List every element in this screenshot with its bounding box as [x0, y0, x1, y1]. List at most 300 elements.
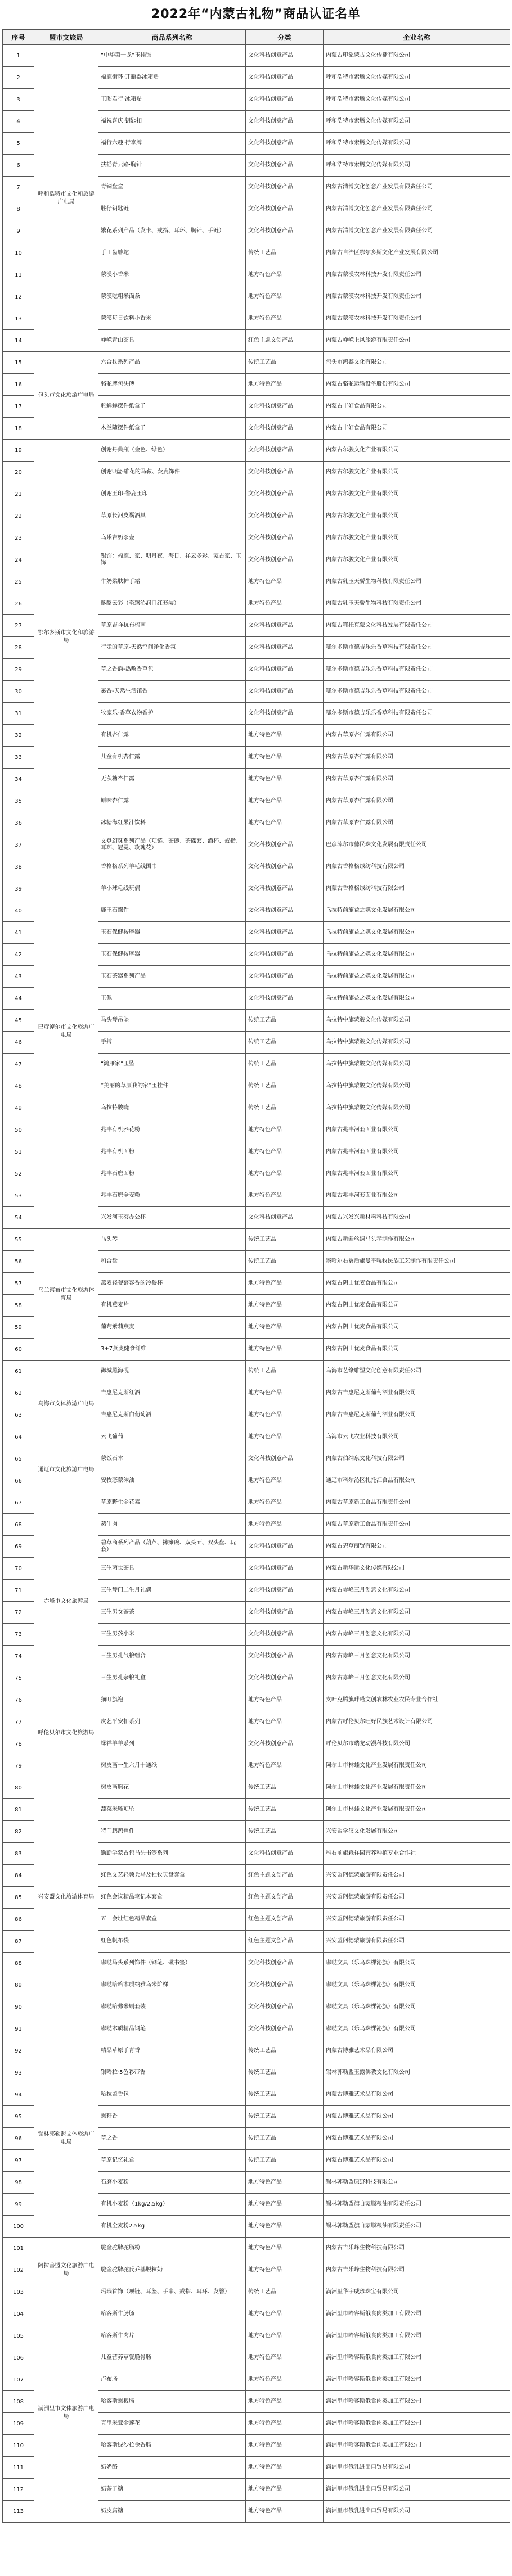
category: 传统工艺品 — [246, 1032, 324, 1054]
company-name: 鄂尔多斯市德吉乐乐香草科技有限责任公司 — [324, 703, 510, 725]
row-number: 86 — [3, 1909, 34, 1931]
row-number: 12 — [3, 286, 34, 308]
company-name: 呼和浩特市索腾文化传媒有限公司 — [324, 89, 510, 111]
company-name: 内蒙古兆丰河套面业有限公司 — [324, 1119, 510, 1141]
company-name: 嘟哒文具（乐乌珠棵沁旗）有限公司 — [324, 2018, 510, 2040]
row-number: 61 — [3, 1361, 34, 1382]
company-name: 满洲里市哈客斯俄食肉类加工有限公司 — [324, 2325, 510, 2347]
product-name: 兴发河玉葵办公杯 — [98, 1207, 246, 1229]
company-name: 支叶克腾旗畔嗒文创农林牧业农民专业合作社 — [324, 1689, 510, 1711]
category: 传统工艺品 — [246, 1229, 324, 1251]
company-name: 内蒙古博雅艺术品有限公司 — [324, 2040, 510, 2062]
product-name: 马头琴 — [98, 1229, 246, 1251]
row-number: 62 — [3, 1382, 34, 1404]
category: 文化科技创意产品 — [246, 2018, 324, 2040]
row-number: 8 — [3, 198, 34, 220]
company-name: 嘟哒文具（乐乌珠棵沁旗）有限公司 — [324, 1996, 510, 2018]
row-number: 70 — [3, 1558, 34, 1580]
product-name: 碧草商系列产品（葫芦、摔瘫碗、双头面、双头盘、玩套） — [98, 1536, 246, 1558]
company-name: 满洲里市俄乳进出口贸易有限公司 — [324, 2457, 510, 2479]
row-number: 53 — [3, 1185, 34, 1207]
category: 地方特色产品 — [246, 1295, 324, 1317]
category: 文化科技创意产品 — [246, 1624, 324, 1646]
region-cell: 乌兰察布市文化旅游体育局 — [34, 1229, 98, 1361]
category: 红色主题文创产品 — [246, 330, 324, 352]
product-name: 有机全麦粉2.5kg — [98, 2216, 246, 2238]
product-name: 绿祥羊羊系列 — [98, 1733, 246, 1755]
product-name: 哈客斯牛肉片 — [98, 2325, 246, 2347]
row-number: 95 — [3, 2106, 34, 2128]
category: 文化科技创意产品 — [246, 45, 324, 67]
row-number: 83 — [3, 1843, 34, 1865]
category: 文化科技创意产品 — [246, 878, 324, 900]
row-number: 44 — [3, 988, 34, 1010]
company-name: 内蒙古赤峰三月创意文化有限公司 — [324, 1580, 510, 1602]
category: 文化科技创意产品 — [246, 440, 324, 462]
category: 文化科技创意产品 — [246, 988, 324, 1010]
row-number: 49 — [3, 1097, 34, 1119]
product-name: 牛奶柔肤护手霜 — [98, 571, 246, 593]
category: 地方特色产品 — [246, 2435, 324, 2457]
category: 传统工艺品 — [246, 1361, 324, 1382]
company-name: 呼和浩特市索腾文化传媒有限公司 — [324, 155, 510, 177]
row-number: 42 — [3, 944, 34, 966]
product-name: 草原记忆礼盒 — [98, 2150, 246, 2172]
company-name: 内蒙古赤峰三月创意文化有限公司 — [324, 1646, 510, 1667]
row-number: 46 — [3, 1032, 34, 1054]
category: 传统工艺品 — [246, 1054, 324, 1075]
category: 地方特色产品 — [246, 1339, 324, 1361]
product-name: 哈客斯熏板肠 — [98, 2391, 246, 2413]
region-cell: 赤峰市文化旅游局 — [34, 1492, 98, 1711]
category: 传统工艺品 — [246, 2150, 324, 2172]
row-number: 97 — [3, 2150, 34, 2172]
category: 地方特色产品 — [246, 2303, 324, 2325]
product-name: 葡萄紫莉燕麦 — [98, 1317, 246, 1339]
category: 文化科技创意产品 — [246, 834, 324, 856]
category: 地方特色产品 — [246, 264, 324, 286]
row-number: 96 — [3, 2128, 34, 2150]
region-cell: 锡林郭勒盟文体旅游广电局 — [34, 2040, 98, 2238]
company-name: 内蒙古兆丰河套面业有限公司 — [324, 1163, 510, 1185]
product-name: 三生男孔气粮组合 — [98, 1646, 246, 1667]
company-name: 内蒙古尔骏文化产业有限公司 — [324, 440, 510, 462]
row-number: 48 — [3, 1075, 34, 1097]
company-name: 内蒙古清博文化创意产业发展有限责任公司 — [324, 220, 510, 242]
row-number: 82 — [3, 1821, 34, 1843]
row-number: 110 — [3, 2435, 34, 2457]
product-name: 3+7燕麦健食纤维 — [98, 1339, 246, 1361]
product-name: 御城黑海砚 — [98, 1361, 246, 1382]
row-number: 29 — [3, 659, 34, 681]
category: 文化科技创意产品 — [246, 111, 324, 133]
row-number: 21 — [3, 483, 34, 505]
row-number: 59 — [3, 1317, 34, 1339]
row-number: 65 — [3, 1448, 34, 1470]
category: 地方特色产品 — [246, 374, 324, 396]
category: 地方特色产品 — [246, 2479, 324, 2501]
row-number: 92 — [3, 2040, 34, 2062]
product-name: 嘟哒哈哈木质纳雅乌米阶梯 — [98, 1974, 246, 1996]
category: 地方特色产品 — [246, 2325, 324, 2347]
company-name: 鄂尔多斯市德吉乐乐香草科技有限责任公司 — [324, 637, 510, 659]
row-number: 64 — [3, 1426, 34, 1448]
category: 红色主题文创产品 — [246, 1865, 324, 1887]
row-number: 35 — [3, 790, 34, 812]
table-row — [3, 1448, 510, 1470]
row-number: 111 — [3, 2457, 34, 2479]
product-name: 有机燕麦片 — [98, 1295, 246, 1317]
product-name: 创谢玉印-警鹿玉印 — [98, 483, 246, 505]
table-row — [3, 2040, 510, 2062]
company-name: 锡林郭勒盟玉露佛教文化有限公司 — [324, 2062, 510, 2084]
company-name: 巴彦淖尔市德民珠文化发展有限责任公司 — [324, 834, 510, 856]
company-name: 乌拉特前旗益之媒文化发展有限公司 — [324, 966, 510, 988]
region-cell: 通辽市文化旅游广电局 — [34, 1448, 98, 1492]
row-number: 20 — [3, 462, 34, 483]
category: 文化科技创意产品 — [246, 1667, 324, 1689]
company-name: 鄂尔多斯市德吉乐乐香草科技有限责任公司 — [324, 659, 510, 681]
row-number: 72 — [3, 1602, 34, 1624]
category: 传统工艺品 — [246, 2281, 324, 2303]
product-name: 牧家乐-香草衣物香护 — [98, 703, 246, 725]
row-number: 47 — [3, 1054, 34, 1075]
row-number: 26 — [3, 593, 34, 615]
category: 文化科技创意产品 — [246, 1580, 324, 1602]
company-name: 锡林郭勒盟旗自蒙顺粮油有限责任公司 — [324, 2194, 510, 2216]
category: 地方特色产品 — [246, 1426, 324, 1448]
company-name: 呼和浩特市索腾文化传媒有限公司 — [324, 67, 510, 89]
table-row — [3, 834, 510, 856]
category: 文化科技创意产品 — [246, 462, 324, 483]
company-name: 察哈尔右翼后旗曼平嘎牧民族工艺制作有限责任公司 — [324, 1251, 510, 1273]
row-number: 66 — [3, 1470, 34, 1492]
product-name: “美丽的草原我的家”玉挂件 — [98, 1075, 246, 1097]
row-number: 51 — [3, 1141, 34, 1163]
category: 文化科技创意产品 — [246, 418, 324, 440]
row-number: 113 — [3, 2501, 34, 2523]
company-name: 内蒙古阴山优麦食品有限公司 — [324, 1295, 510, 1317]
category: 文化科技创意产品 — [246, 966, 324, 988]
category: 地方特色产品 — [246, 2457, 324, 2479]
category: 地方特色产品 — [246, 593, 324, 615]
category: 地方特色产品 — [246, 1470, 324, 1492]
product-name: 克里米亚金莲花 — [98, 2413, 246, 2435]
product-name: 胜仔钥匙链 — [98, 198, 246, 220]
row-number: 99 — [3, 2194, 34, 2216]
product-name: 奶茶子糖 — [98, 2479, 246, 2501]
category: 文化科技创意产品 — [246, 944, 324, 966]
row-number: 54 — [3, 1207, 34, 1229]
row-number: 55 — [3, 1229, 34, 1251]
row-number: 22 — [3, 505, 34, 527]
product-name: 皮艺平安扣系列 — [98, 1711, 246, 1733]
company-name: 鄂尔多斯市德吉乐乐香草科技有限责任公司 — [324, 681, 510, 703]
category: 传统工艺品 — [246, 2106, 324, 2128]
company-name: 阿尔山市林蛙文化产业发展有限责任公司 — [324, 1799, 510, 1821]
category: 文化科技创意产品 — [246, 89, 324, 111]
company-name: 内蒙古尔骏文化产业有限公司 — [324, 505, 510, 527]
category: 地方特色产品 — [246, 2216, 324, 2238]
row-number: 56 — [3, 1251, 34, 1273]
region-cell: 兴安盟文化旅游体育局 — [34, 1755, 98, 2040]
product-name: 哈拉盖香包 — [98, 2084, 246, 2106]
row-number: 81 — [3, 1799, 34, 1821]
row-number: 11 — [3, 264, 34, 286]
row-number: 28 — [3, 637, 34, 659]
category: 地方特色产品 — [246, 1185, 324, 1207]
product-name: 玉佩 — [98, 988, 246, 1010]
product-name: 駝金驼牌驼脂粉 — [98, 2238, 246, 2259]
category: 文化科技创意产品 — [246, 856, 324, 878]
category: 文化科技创意产品 — [246, 1996, 324, 2018]
category: 传统工艺品 — [246, 1251, 324, 1273]
row-number: 76 — [3, 1689, 34, 1711]
company-name: 内蒙古新华远文化传媒有限公司 — [324, 1558, 510, 1580]
header-company: 企业名称 — [324, 30, 510, 45]
company-name: 内蒙古阴山优麦食品有限公司 — [324, 1273, 510, 1295]
row-number: 2 — [3, 67, 34, 89]
row-number: 108 — [3, 2391, 34, 2413]
row-number: 73 — [3, 1624, 34, 1646]
category: 文化科技创意产品 — [246, 505, 324, 527]
product-name: 駝金驼牌驼氏乔基脱粒奶 — [98, 2259, 246, 2281]
company-name: 乌拉特前旗益之媒文化发展有限公司 — [324, 900, 510, 922]
product-name: 有机小麦粉（1kg/2.5kg） — [98, 2194, 246, 2216]
row-number: 27 — [3, 615, 34, 637]
product-name: 行走的草原-天然空间净化香氛 — [98, 637, 246, 659]
region-cell: 包头市文化旅游广电局 — [34, 352, 98, 440]
product-name: 三生男孩小米 — [98, 1624, 246, 1646]
product-name: 红色帆布袋 — [98, 1931, 246, 1953]
product-name: 冰糖海红果汁饮料 — [98, 812, 246, 834]
company-name: 内蒙古尔骏文化产业有限公司 — [324, 483, 510, 505]
category: 地方特色产品 — [246, 2347, 324, 2369]
company-name: 内蒙古兆丰河套面业有限公司 — [324, 1185, 510, 1207]
row-number: 30 — [3, 681, 34, 703]
row-number: 91 — [3, 2018, 34, 2040]
category: 文化科技创意产品 — [246, 659, 324, 681]
category: 红色主题文创产品 — [246, 1931, 324, 1953]
row-number: 6 — [3, 155, 34, 177]
product-name: 熏籽香 — [98, 2106, 246, 2128]
row-number: 106 — [3, 2347, 34, 2369]
company-name: 内蒙古阴山优麦食品有限公司 — [324, 1339, 510, 1361]
category: 地方特色产品 — [246, 1317, 324, 1339]
company-name: 兴安盟学汉文化发展有限公司 — [324, 1821, 510, 1843]
row-number: 104 — [3, 2303, 34, 2325]
product-name: 王昭君行·冰箱贴 — [98, 89, 246, 111]
category: 文化科技创意产品 — [246, 703, 324, 725]
product-name: 燕麦轻餐慕容香的冷餐杯 — [98, 1273, 246, 1295]
row-number: 14 — [3, 330, 34, 352]
region-cell: 鄂尔多斯市文化和旅游局 — [34, 440, 98, 834]
row-number: 52 — [3, 1163, 34, 1185]
row-number: 98 — [3, 2172, 34, 2194]
company-name: 满洲里市哈客斯俄食肉类加工有限公司 — [324, 2347, 510, 2369]
product-name: 红色会议精品笔记本套盒 — [98, 1887, 246, 1909]
product-name: 树皮画一生六月十通纸 — [98, 1755, 246, 1777]
table-header-row — [3, 30, 510, 45]
row-number: 75 — [3, 1667, 34, 1689]
category: 文化科技创意产品 — [246, 637, 324, 659]
table-row — [3, 440, 510, 462]
row-number: 103 — [3, 2281, 34, 2303]
row-number: 1 — [3, 45, 34, 67]
category: 地方特色产品 — [246, 769, 324, 790]
product-name: 勤勤学蒙古包马头书签系列 — [98, 1843, 246, 1865]
product-name: 玉石保健按摩器 — [98, 922, 246, 944]
company-name: 内蒙古伯纳泉文化科技有限公司 — [324, 1448, 510, 1470]
product-name: 裹香-天然生活馆香 — [98, 681, 246, 703]
header-seq: 序号 — [3, 30, 34, 45]
company-name: 内蒙古草原杏仁露有限公司 — [324, 769, 510, 790]
category: 文化科技创意产品 — [246, 133, 324, 155]
product-name: 文登幻珠系列产品（项链、茶碗、茶碟套、酒杯、戒指、耳环、冠冕、玫瑰花） — [98, 834, 246, 856]
row-number: 34 — [3, 769, 34, 790]
row-number: 87 — [3, 1931, 34, 1953]
company-name: 内蒙古乳玉天骄生物科技有限责任公司 — [324, 593, 510, 615]
category: 文化科技创意产品 — [246, 1602, 324, 1624]
company-name: 兴安盟阿德蒙旅游有限责任公司 — [324, 1865, 510, 1887]
company-name: 内蒙古兆丰河套面业有限公司 — [324, 1141, 510, 1163]
product-name: 石磨小麦粉 — [98, 2172, 246, 2194]
product-name: 蒸牛肉 — [98, 1514, 246, 1536]
category: 文化科技创意产品 — [246, 396, 324, 418]
product-name: 玉石保健按摩器 — [98, 944, 246, 966]
company-name: 内蒙古赤峰三月创意文化有限公司 — [324, 1667, 510, 1689]
product-name: 吉惠尼克斯红酒 — [98, 1382, 246, 1404]
product-name: 乌拉特骏晓 — [98, 1097, 246, 1119]
category: 地方特色产品 — [246, 571, 324, 593]
category: 文化科技创意产品 — [246, 155, 324, 177]
product-name: 青铜盘盒 — [98, 177, 246, 198]
category: 文化科技创意产品 — [246, 1448, 324, 1470]
product-name: “鸿雁家”玉坠 — [98, 1054, 246, 1075]
row-number: 23 — [3, 527, 34, 549]
company-name: 嘟哒文具（乐乌珠棵沁旗）有限公司 — [324, 1974, 510, 1996]
row-number: 15 — [3, 352, 34, 374]
product-name: 无茨糖杏仁露 — [98, 769, 246, 790]
product-name: 木兰随摆件纸盒子 — [98, 418, 246, 440]
category: 文化科技创意产品 — [246, 1733, 324, 1755]
category: 传统工艺品 — [246, 2084, 324, 2106]
category: 文化科技创意产品 — [246, 67, 324, 89]
row-number: 9 — [3, 220, 34, 242]
company-name: 呼和浩特市索腾文化传媒有限公司 — [324, 133, 510, 155]
row-number: 77 — [3, 1711, 34, 1733]
company-name: 内蒙古博雅艺术品有限公司 — [324, 2150, 510, 2172]
header-region: 盟市文旅局 — [34, 30, 98, 45]
category: 文化科技创意产品 — [246, 1974, 324, 1996]
product-name: 玉石茶器系列产品 — [98, 966, 246, 988]
company-name: 内蒙古草原杏仁露有限公司 — [324, 790, 510, 812]
row-number: 60 — [3, 1339, 34, 1361]
row-number: 39 — [3, 878, 34, 900]
category: 传统工艺品 — [246, 242, 324, 264]
company-name: 内蒙古乳玉天骄生物科技有限责任公司 — [324, 571, 510, 593]
company-name: 满洲里市哈客斯俄食肉类加工有限公司 — [324, 2303, 510, 2325]
company-name: 乌拉特前旗益之媒文化发展有限公司 — [324, 922, 510, 944]
company-name: 内蒙古尔骏文化产业有限公司 — [324, 527, 510, 549]
category: 文化科技创意产品 — [246, 483, 324, 505]
category: 地方特色产品 — [246, 308, 324, 330]
product-name: 猫叮旗袍 — [98, 1689, 246, 1711]
product-name: 草原吉祥杭布梳画 — [98, 615, 246, 637]
region-cell: 乌海市文体旅游广电局 — [34, 1361, 98, 1448]
company-name: 内蒙古赤峰三月创意文化有限公司 — [324, 1602, 510, 1624]
product-name: 儿童有机杏仁露 — [98, 747, 246, 769]
row-number: 112 — [3, 2479, 34, 2501]
company-name: 内蒙古印象蒙古文化传播有限公司 — [324, 45, 510, 67]
product-name: 三生男孔杂粮礼盒 — [98, 1667, 246, 1689]
category: 文化科技创意产品 — [246, 220, 324, 242]
region-cell: 阿拉善盟文化旅游广电局 — [34, 2238, 98, 2303]
row-number: 33 — [3, 747, 34, 769]
category: 文化科技创意产品 — [246, 922, 324, 944]
product-name: 哈客斯牛肠肠 — [98, 2303, 246, 2325]
product-name: 兆丰有机荞花粉 — [98, 1119, 246, 1141]
company-name: 内蒙古吉惠尼克斯葡萄酒业有限公司 — [324, 1382, 510, 1404]
category: 文化科技创意产品 — [246, 1558, 324, 1580]
product-name: 三生琴门二生月礼偶 — [98, 1580, 246, 1602]
company-name: 内蒙古吉乐峰生物科技有限公司 — [324, 2238, 510, 2259]
row-number: 41 — [3, 922, 34, 944]
table-row — [3, 45, 510, 67]
company-name: 内蒙古草原新工食品有限责任公司 — [324, 1514, 510, 1536]
category: 地方特色产品 — [246, 1711, 324, 1733]
row-number: 13 — [3, 308, 34, 330]
company-name: 乌海市艺缘雕塑文化创意有限责任公司 — [324, 1361, 510, 1382]
product-name: 嘟哒马头系列饰件（钢笔、磁书签） — [98, 1953, 246, 1974]
row-number: 31 — [3, 703, 34, 725]
category: 传统工艺品 — [246, 2040, 324, 2062]
row-number: 63 — [3, 1404, 34, 1426]
row-number: 74 — [3, 1646, 34, 1667]
company-name: 兴安盟阿德蒙旅游有限责任公司 — [324, 1909, 510, 1931]
row-number: 67 — [3, 1492, 34, 1514]
category: 文化科技创意产品 — [246, 615, 324, 637]
company-name: 内蒙古博雅艺术品有限公司 — [324, 2106, 510, 2128]
category: 地方特色产品 — [246, 1404, 324, 1426]
row-number: 105 — [3, 2325, 34, 2347]
table-body — [3, 45, 510, 2523]
row-number: 58 — [3, 1295, 34, 1317]
product-name: 马头琴吊坠 — [98, 1010, 246, 1032]
company-name: 内蒙古香格格绒纺科技有限公司 — [324, 878, 510, 900]
company-name: 满洲里市俄乳进出口贸易有限公司 — [324, 2479, 510, 2501]
product-name: 草之香 — [98, 2128, 246, 2150]
company-name: 满洲里市俄乳进出口贸易有限公司 — [324, 2501, 510, 2523]
product-name: 原味杏仁露 — [98, 790, 246, 812]
company-name: 满洲里市哈客斯俄食肉类加工有限公司 — [324, 2369, 510, 2391]
product-name: 骆驼牌包头磚 — [98, 374, 246, 396]
company-name: 内蒙古博雅艺术品有限公司 — [324, 2084, 510, 2106]
table-row — [3, 1755, 510, 1777]
product-name: 三生两世茶具 — [98, 1558, 246, 1580]
product-name: 玛瑙首饰（项链、耳坠、手串、戒指、耳环、发簪） — [98, 2281, 246, 2303]
row-number: 7 — [3, 177, 34, 198]
category: 文化科技创意产品 — [246, 1536, 324, 1558]
category: 文化科技创意产品 — [246, 1843, 324, 1865]
company-name: 阿尔山市林蛙文化产业发展有限责任公司 — [324, 1755, 510, 1777]
table-row — [3, 2238, 510, 2259]
category: 地方特色产品 — [246, 1141, 324, 1163]
product-name: 五一会址红色精品套盒 — [98, 1909, 246, 1931]
product-name: 草之香韵-热敷香草包 — [98, 659, 246, 681]
company-name: 内蒙古自治区鄂尔多斯文化产业发展有限公司 — [324, 242, 510, 264]
product-name: 创谢丹典瓶（金色、绿色） — [98, 440, 246, 462]
